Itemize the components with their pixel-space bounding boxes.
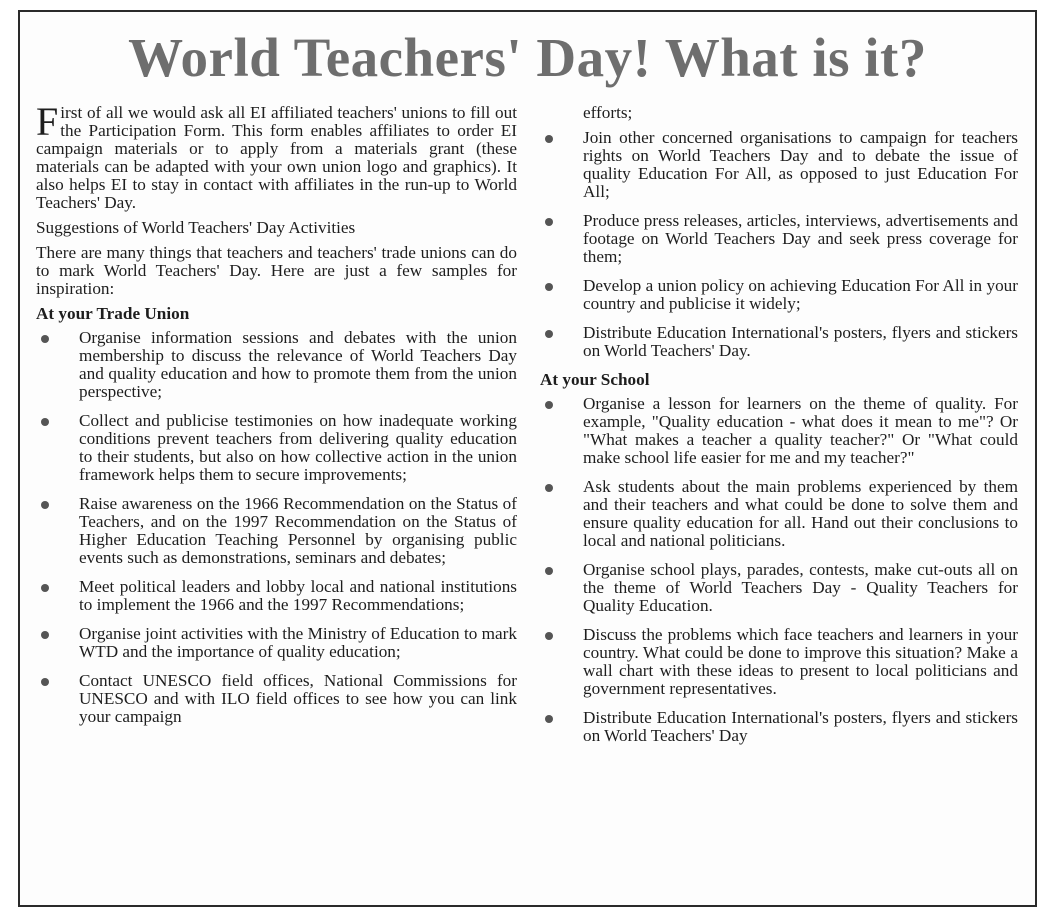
list-item-text: Organise information sessions and debates with the union membership to discuss the relevance of World Teachers Day and quality education and how to promote them from the union perspective;	[79, 328, 517, 401]
bullet-icon	[41, 584, 49, 592]
list-item-text: Ask students about the main problems experienced by them and their teachers and what could be done to solve them and ensure quality education for all. Hand out their conclusions to local and national politicians.	[583, 477, 1018, 550]
bullet-icon	[41, 631, 49, 639]
list-item	[36, 329, 517, 401]
bullet-icon	[545, 484, 553, 492]
bullet-icon	[41, 335, 49, 343]
left-column	[36, 99, 517, 737]
bullet-icon	[545, 283, 553, 291]
list-item-text: Organise a lesson for learners on the theme of quality. For example, "Quality education - what does it mean to me"? Or "What makes a teacher a quality teacher?" Or "What could make school life easier for me and my teacher?"	[583, 394, 1018, 467]
bullet-icon	[545, 135, 553, 143]
intro-paragraph	[36, 99, 517, 212]
list-item	[36, 495, 517, 567]
bullet-icon	[41, 678, 49, 686]
list-item	[540, 478, 1018, 550]
trade-union-list-continued	[540, 129, 1018, 360]
bullet-icon	[41, 418, 49, 426]
bullet-icon	[41, 501, 49, 509]
bullet-icon	[545, 715, 553, 723]
trade-union-heading: At your Trade Union	[36, 304, 190, 323]
list-item	[540, 709, 1018, 745]
list-item	[540, 212, 1018, 266]
list-item	[540, 324, 1018, 360]
suggestions-text: There are many things that teachers and teachers' trade unions can do to mark World Teachers' Day. Here are just a few samples for inspiration:	[36, 243, 517, 298]
suggestions-heading: Suggestions of World Teachers' Day Activities	[36, 218, 356, 237]
list-item	[540, 561, 1018, 615]
list-item-text: Meet political leaders and lobby local and national institutions to implement the 1966 and the 1997 Recommendations;	[79, 577, 517, 614]
trade-union-list	[36, 329, 517, 726]
bullet-icon	[545, 632, 553, 640]
list-item-text: Collect and publicise testimonies on how inadequate working conditions prevent teachers from delivering quality education to their students, but also on how collective action in the union framework helps them to secure improvements;	[79, 411, 517, 484]
article-title: World Teachers' Day! What is it?	[128, 27, 927, 88]
list-item-text: Distribute Education International's posters, flyers and stickers on World Teachers' Day	[583, 708, 1018, 745]
right-column	[540, 104, 1018, 756]
bullet-icon	[545, 218, 553, 226]
list-item-text: Develop a union policy on achieving Education For All in your country and publicise it widely;	[583, 276, 1018, 313]
drop-cap: F	[36, 99, 59, 144]
list-item	[36, 412, 517, 484]
list-item-text: Discuss the problems which face teachers and learners in your country. What could be done to improve this situation? Make a wall chart with these ideas to present to local politicians and government representatives.	[583, 625, 1018, 698]
list-item-text: Distribute Education International's posters, flyers and stickers on World Teachers' Day.	[583, 323, 1018, 360]
list-item-text: Join other concerned organisations to campaign for teachers rights on World Teachers Day and to debate the issue of quality Education For All, as opposed to just Education For All;	[583, 128, 1018, 201]
intro-text: irst of all we would ask all EI affiliated teachers' unions to fill out the Participation Form. This form enables affiliates to order EI campaign materials or to apply from a materials grant (these materials can be adapted with your own union logo and graphics). It also helps EI to stay in contact with affiliates in the run-up to World Teachers' Day.	[36, 103, 517, 212]
list-item	[540, 395, 1018, 467]
bullet-icon	[545, 401, 553, 409]
continuation-text: efforts;	[583, 103, 633, 122]
list-item-text: Raise awareness on the 1966 Recommendation on the Status of Teachers, and on the 1997 Recommendation on the Status of Higher Education Teaching Personnel by organising public events such as demonstrations, seminars and debates;	[79, 494, 517, 567]
list-item	[540, 129, 1018, 201]
list-item	[540, 626, 1018, 698]
list-item-text: Organise joint activities with the Ministry of Education to mark WTD and the importance of quality education;	[79, 624, 517, 661]
bullet-icon	[545, 330, 553, 338]
school-list	[540, 395, 1018, 745]
list-item-text: Organise school plays, parades, contests, make cut-outs all on the theme of World Teachers Day - Quality Teachers for Quality Education.	[583, 560, 1018, 615]
list-item-text: Produce press releases, articles, interviews, advertisements and footage on World Teachers Day and seek press coverage for them;	[583, 211, 1018, 266]
list-item	[36, 625, 517, 661]
bullet-icon	[545, 567, 553, 575]
article-frame	[18, 10, 1037, 907]
list-item-text: Contact UNESCO field offices, National Commissions for UNESCO and with ILO field offices to see how you can link your campaign	[79, 671, 517, 726]
list-item	[540, 277, 1018, 313]
list-item	[36, 578, 517, 614]
list-item	[36, 672, 517, 726]
school-heading: At your School	[540, 370, 650, 389]
